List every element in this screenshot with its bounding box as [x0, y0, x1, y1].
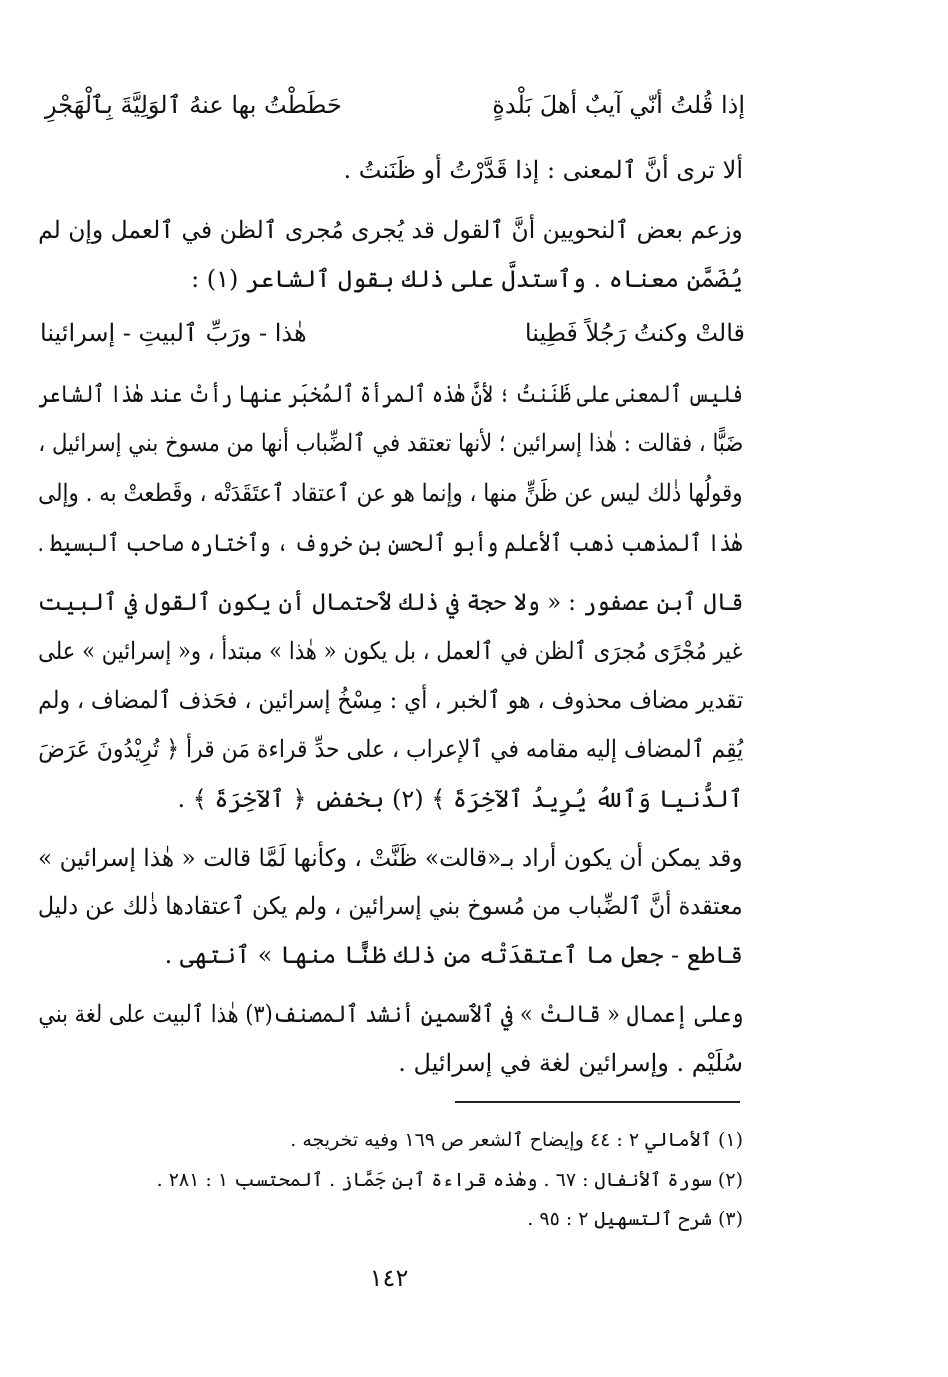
- verse-1-hemistich-1: إذا قُلتُ أنّي آيبٌ أهلَ بَلْدةٍ: [492, 91, 745, 119]
- paragraph-5-line-3: قاطع - جعل ما ٱعتقدَتْه من ذٰلك ظنًّا منها » ٱنتهى .: [164, 941, 743, 969]
- paragraph-4-line-1: قال ٱبن عصفور : « ولا حجة في ذٰلك لٱحتمال أن يكون ٱلقول في ٱلبيت: [37, 588, 743, 616]
- verse-1-hemistich-2: حَطَطْتُ بها عنهُ ٱلوَلِيَّةَ بِٱلْهَجْرِ: [45, 91, 342, 119]
- paragraph-5-line-1: وقد يمكن أن يكون أراد بـ«قالت» ظَنَّتْ ، وكأنها لَمَّا قالت « هٰذا إسرائين »: [38, 844, 743, 872]
- paragraph-1-line-1: ألا ترى أنَّ ٱلمعنى : إذا قَدَّرْتُ أو ظَنَنتُ .: [343, 156, 743, 184]
- verse-2-hemistich-2: هٰذا - ورَبِّ ٱلبيتِ - إسرائينا: [40, 319, 307, 347]
- footnote-separator: [455, 1101, 740, 1103]
- footnote-3: (٣) شرح ٱلتسهيل ٢ : ٩٥ .: [527, 1208, 743, 1230]
- paragraph-4-line-2: غير مُجْرًى مُجرَى ٱلظن في ٱلعمل ، بل يكون « هٰذا » مبتدأ ، و« إسرائين » على: [38, 637, 743, 665]
- verse-2: [40, 316, 745, 350]
- paragraph-4-line-4: يُقِم ٱلمضاف إليه مقامه في ٱلإعراب ، على حدِّ قراءة مَن قرأ ﴿ تُرِيْدُونَ عَرَضَ: [37, 735, 743, 763]
- paragraph-2-line-1: وزعم بعض ٱلنحويين أنَّ ٱلقول قد يُجرى مُجرى ٱلظن في ٱلعمل وإن لم: [38, 216, 743, 244]
- paragraph-2-line-2: يُضَمَّن معناه . وٱستدلَّ على ذٰلك بقول ٱلشاعر (١) :: [191, 265, 743, 293]
- footnote-2: (٢) سورة ٱلأنفال : ٦٧ . وهٰذه قراءة ٱبن جَمَّاز . ٱلمحتسب ١ : ٢٨١ .: [156, 1169, 743, 1191]
- footnote-1: (١) ٱلأمالي ٢ : ٤٤ وإيضاح ٱلشعر ص ١٦٩ وفيه تخريجه .: [290, 1129, 743, 1151]
- paragraph-3-line-4: هٰذا ٱلمذهب ذهب ٱلأعلم وأبو ٱلحسن بن خروف ، وٱختاره صاحب ٱلبسيط .: [38, 529, 743, 557]
- verse-2-hemistich-1: قالتْ وكنتُ رَجُلاً فَطِينا: [524, 319, 745, 347]
- paragraph-3-line-1: فليس ٱلمعنى على ظَنَنتُ ؛ لأنَّ هٰذه ٱلمرأة ٱلمُخبَر عنها رأتْ عند هٰذا ٱلشاعر: [38, 380, 743, 408]
- verse-1: [45, 88, 745, 122]
- paragraph-3-line-3: وقولُها ذٰلك ليس عن ظَنٍّ منها ، وإنما هو عن ٱعتقاد ٱعتَقَدَتْه ، وقَطعتْ به . وإلى: [38, 479, 743, 507]
- page-number: ١٤٢: [369, 1264, 409, 1292]
- paragraph-6-line-2: سُلَيْم . وإسرائين لغة في إسرائيل .: [398, 1049, 743, 1077]
- paragraph-6-line-1: وعلى إعمال « قالتْ » في ٱلٱسمين أنشد ٱلمصنف(٣) هٰذا ٱلبيت على لغة بني: [37, 1000, 743, 1028]
- paragraph-4-line-5: ٱلدُّنيا وَٱللهُ يُرِيدُ ٱلآخِرَةَ ﴾ (٢) بخفض ﴿ ٱلآخِرَةَ ﴾ .: [177, 785, 743, 813]
- paragraph-3-line-2: ضَبًّا ، فقالت : هٰذا إسرائين ؛ لأنها تعتقد في ٱلضِّباب أنها من مسوخ بني إسرائيل ،: [38, 429, 743, 457]
- paragraph-4-line-3: تقدير مضاف محذوف ، هو ٱلخبر ، أي : مِسْخُ إسرائين ، فحَذف ٱلمضاف ، ولم: [37, 686, 743, 714]
- paragraph-5-line-2: معتقدة أنَّ ٱلضِّباب من مُسوخ بني إسرائين ، ولم يكن ٱعتقادها ذٰلك عن دليل: [38, 892, 743, 920]
